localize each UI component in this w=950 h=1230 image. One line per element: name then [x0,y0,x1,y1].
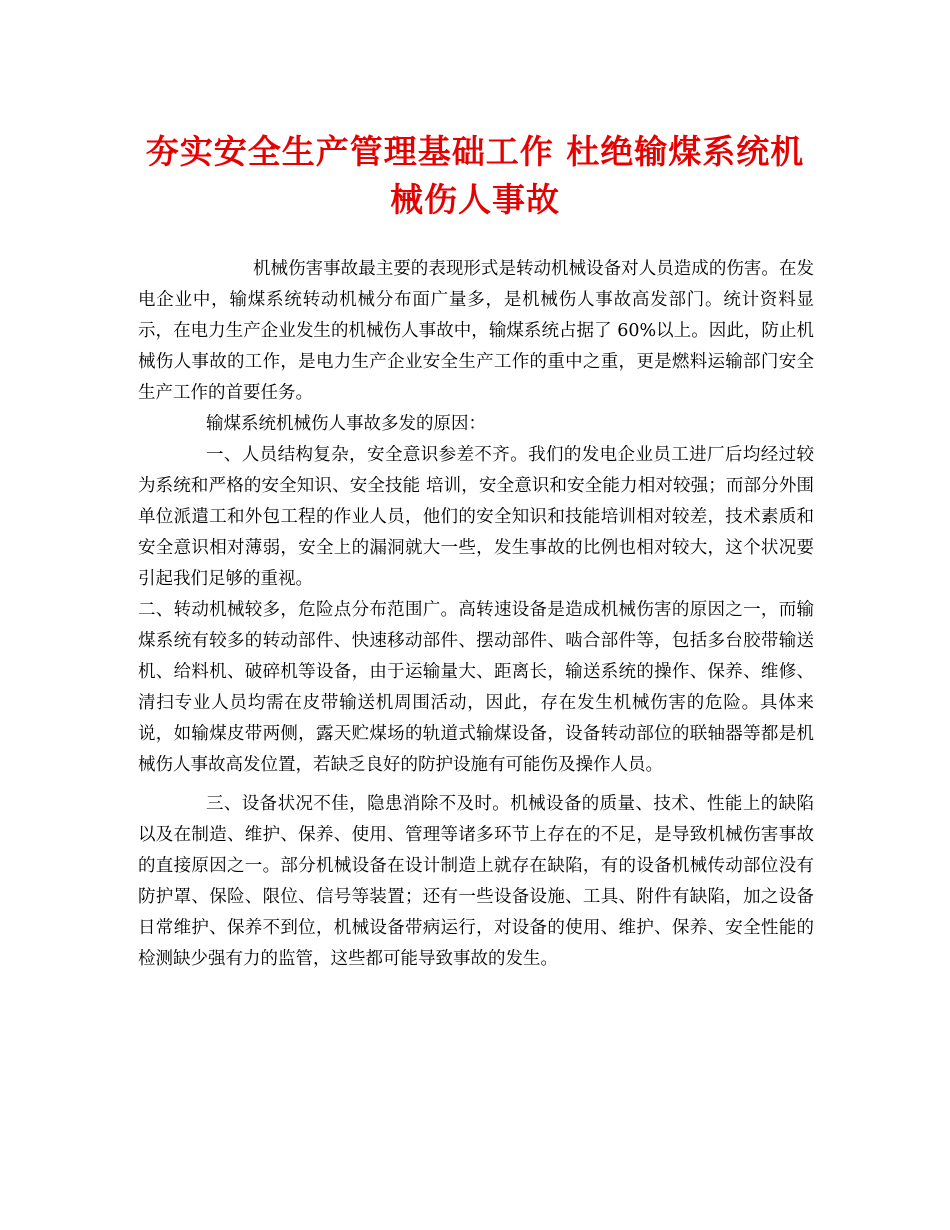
paragraph-cause-two: 二、转动机械较多，危险点分布范围广。高转速设备是造成机械伤害的原因之一，而输煤系统有较多的转动部件、快速移动部件、摆动部件、啮合部件等，包括多台胶带输送机、给料机、破碎机等设备，由于运输量大、距离长，输送系统的操作、保养、维修、清扫专业人员均需在皮带输送机周围活动，因此，存在发生机械伤害的危险。具体来说，如输煤皮带两侧，露天贮煤场的轨道式输煤设备，设备转动部位的联轴器等都是机械伤人事故高发位置，若缺乏良好的防护设施有可能伤及操作人员。 [138,600,814,775]
paragraph-causes-heading: 输煤系统机械伤人事故多发的原因： [206,414,486,434]
paragraph-intro: 机械伤害事故最主要的表现形式是转动机械设备对人员造成的伤害。在发电企业中，输煤系统转动机械分布面广量多，是机械伤人事故高发部门。统计资料显示，在电力生产企业发生的机械伤人事故中，输煤系统占据了 60%以上。因此，防止机械伤人事故的工作，是电力生产企业安全生产工作的重中之重，更是燃料运输部门安全生产工作的首要任务。 [138,259,814,403]
paragraph-cause-one: 一、人员结构复杂，安全意识参差不齐。我们的发电企业员工进厂后均经过较为系统和严格的安全知识、安全技能 培训，安全意识和安全能力相对较强；而部分外围单位派遣工和外包工程的作业人员，他们的安全知识和技能培训相对较差，技术素质和安全意识相对薄弱，安全上的漏洞就大一些，发生事故的比例也相对较大，这个状况要引起我们足够的重视。 [138,445,814,589]
document-body [138,254,814,975]
paragraph-cause-three: 三、设备状况不佳，隐患消除不及时。机械设备的质量、技术、性能上的缺陷以及在制造、维护、保养、使用、管理等诸多环节上存在的不足，是导致机械伤害事故的直接原因之一。部分机械设备在设计制造上就存在缺陷，有的设备机械传动部位没有防护罩、保险、限位、信号等装置；还有一些设备设施、工具、附件有缺陷，加之设备日常维护、保养不到位，机械设备带病运行，对设备的使用、维护、保养、安全性能的检测缺少强有力的监管，这些都可能导致事故的发生。 [138,794,814,969]
document-title: 夯实安全生产管理基础工作 杜绝输煤系统机械伤人事故 [145,132,805,219]
